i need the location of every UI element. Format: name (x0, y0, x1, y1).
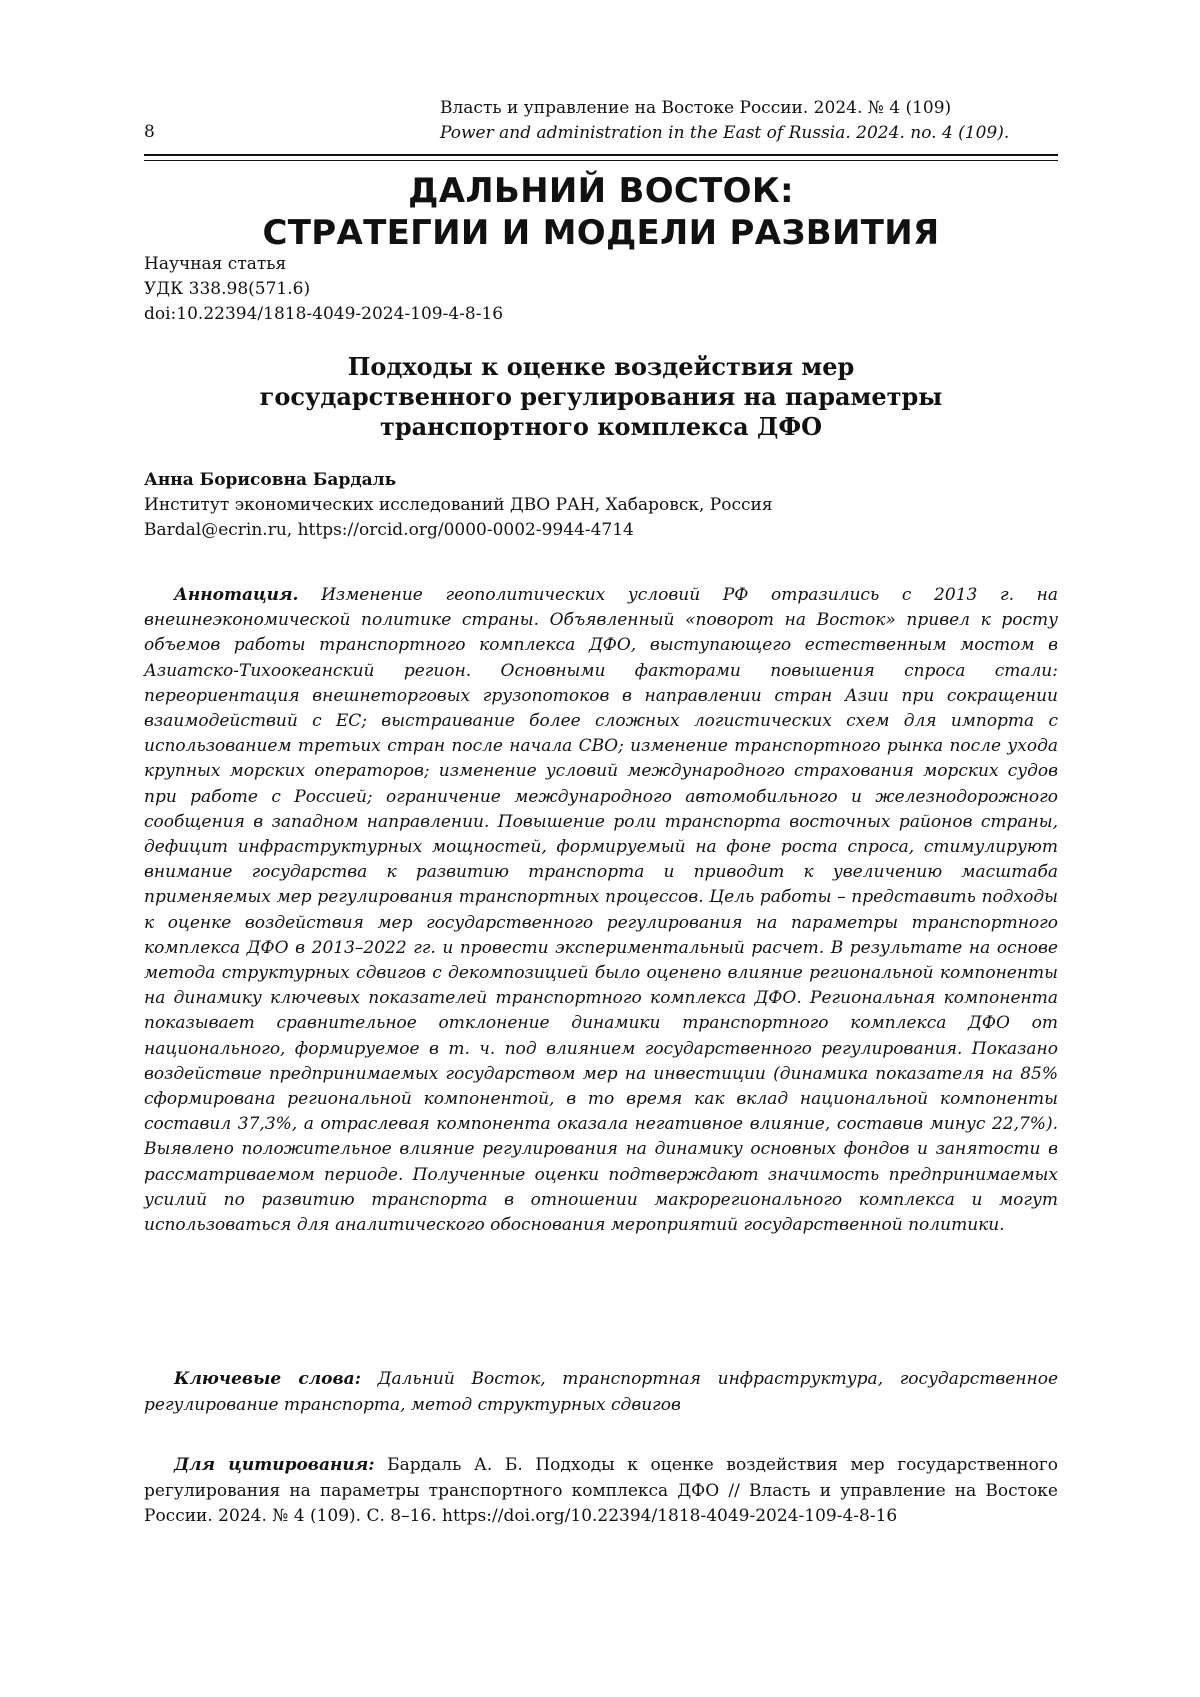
abstract-text: Изменение геополитических условий РФ отразились с 2013 г. на внешнеэкономической политике страны. Объявленный «поворот на Восток» привел к росту объемов работы транспортного комплекса ДФО, выступающего естественным мостом в Азиатско-Тихоокеанский регион. Основными факторами повышения спроса стали: переориентация внешнеторговых грузопотоков в направлении стран Азии при сокращении взаимодействий с ЕС; выстраивание более сложных логистических схем для импорта с использованием третьих стран после начала СВО; изменение транспортного рынка после ухода крупных морских операторов; изменение условий международного страхования морских судов при работе с Россией; ограничение международного автомобильного и железнодорожного сообщения в западном направлении. Повышение роли транспорта восточных районов страны, дефицит инфраструктурных мощностей, формируемый на фоне роста спроса, стимулируют внимание государства к развитию транспорта и приводит к увеличению масштаба применяемых мер регулирования транспортных процессов. Цель работы – представить подходы к оценке воздействия мер государственного регулирования на параметры транспортного комплекса ДФО в 2013–2022 гг. и провести экспериментальный расчет. В результате на основе метода структурных сдвигов с декомпозицией было оценено влияние региональной компоненты на динамику ключевых показателей транспортного комплекса ДФО. Региональная компонента показывает сравнительное отклонение динамики транспортного комплекса ДФО от национального, формируемое в т. ч. под влиянием государственного регулирования. Показано воздействие предпринимаемых государством мер на инвестиции (динамика показателя на 85% сформирована региональной компонентой, в то время как вклад национальной компоненты составил 37,3%, а отраслевая компонента оказала негативное влияние, составив минус 22,7%). Выявлено положительное влияние регулирования на динамику основных фондов и занятости в рассматриваемом периоде. Полученные оценки подтверждают значимость предпринимаемых усилий по развитию транспорта в отношении макрорегионального комплекса и могут использоваться для аналитического обоснования мероприятий государственной политики. (144, 585, 1058, 1236)
author-name: Анна Борисовна Бардаль (144, 470, 397, 490)
keywords-label: Ключевые слова: (174, 1369, 361, 1389)
article-meta (144, 252, 503, 327)
author-contact: Bardal@ecrin.ru, https://orcid.org/0000-0002-9944-4714 (144, 520, 634, 540)
section-heading (144, 170, 1058, 254)
journal-name-en: Power and administration in the East of Russia. 2024. no. 4 (109). (440, 123, 1010, 143)
header-rule-thin (144, 160, 1058, 161)
article-title-line-3: транспортного комплекса ДФО (379, 412, 823, 441)
journal-name-ru: Власть и управление на Востоке России. 2024. № 4 (109) (440, 98, 952, 118)
keywords (144, 1367, 1058, 1418)
header-rule-thick (144, 154, 1058, 156)
citation-label: Для цитирования: (174, 1455, 375, 1475)
doi: doi:10.22394/1818-4049-2024-109-4-8-16 (144, 304, 504, 324)
section-heading-line-2: СТРАТЕГИИ И МОДЕЛИ РАЗВИТИЯ (262, 213, 940, 253)
journal-info (440, 96, 1009, 146)
citation-text: Бардаль А. Б. Подходы к оценке воздействия мер государственного регулирования на параметры транспортного комплекса ДФО // Власть и управление на Востоке России. 2024. № 4 (109). С. 8–16. https://doi.org/10.22394/1818-4049-2024-109-4-8-16 (144, 1455, 1059, 1526)
keywords-text: Дальний Восток, транспортная инфраструктура, государственное регулирование транспорта, метод структурных сдвигов (144, 1369, 1059, 1415)
article-type: Научная статья (144, 254, 287, 274)
running-header (144, 96, 1058, 146)
article-title (144, 352, 1058, 442)
article-title-line-2: государственного регулирования на параметры (259, 382, 943, 411)
author-affiliation: Институт экономических исследований ДВО РАН, Хабаровск, Россия (144, 495, 773, 515)
udc-code: УДК 338.98(571.6) (144, 279, 311, 299)
article-title-line-1: Подходы к оценке воздействия мер (347, 352, 855, 381)
abstract (144, 583, 1058, 1238)
abstract-label: Аннотация. (174, 585, 299, 605)
section-heading-line-1: ДАЛЬНИЙ ВОСТОК: (408, 171, 794, 211)
author-block (144, 468, 773, 543)
page-number: 8 (144, 122, 155, 142)
citation (144, 1453, 1058, 1530)
